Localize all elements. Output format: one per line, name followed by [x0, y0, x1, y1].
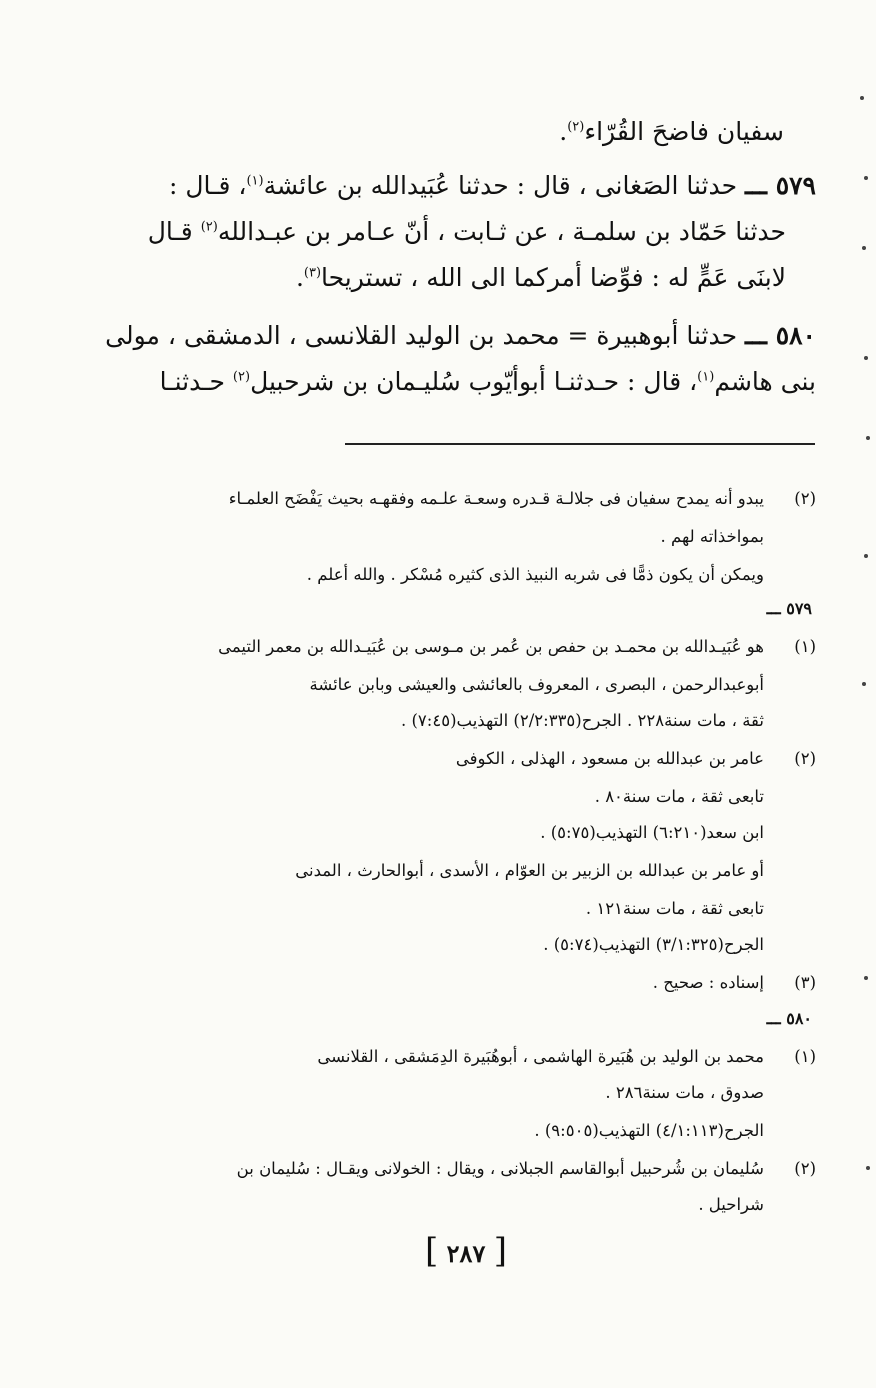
footnote-text: ويمكن أن يكون ذمًّا فى شربه النبيذ الذى كثيره مُسْكر . والله أعلم . — [306, 565, 764, 584]
page-number — [416, 1231, 516, 1271]
footnote-ref: (٢) — [567, 119, 585, 135]
footnote-marker: (٣) — [794, 973, 816, 992]
footnote-marker: (١) — [794, 637, 816, 656]
main-text: ، قـال : — [169, 171, 247, 200]
footnote-text: إسناده : صحيح . — [652, 973, 764, 992]
footnote-text: أبوعبدالرحمن ، البصرى ، المعروف بالعائشى والعيشى وبابن عائشة — [309, 675, 764, 694]
footnote-text: سُليمان بن شُرحبيل أبوالقاسم الجبلانى ، ويقال : الخولانى ويقـال : سُليمان بن — [236, 1159, 764, 1178]
footnote-text: يبدو أنه يمدح سفيان فى جلالـة قـدره وسعـة علـمه وفقهـه بحيث يَفْضَح العلمـاء — [228, 489, 764, 508]
page-number-bracket-open: [ — [425, 1231, 439, 1271]
main-text: بنى هاشم — [714, 367, 816, 396]
main-text: لابنَى عَمٍّ له : فوِّضا أمركما الى الله ، تستريحا — [321, 263, 786, 292]
scan-speck — [864, 176, 868, 180]
main-text: سفيان فاضحَ القُرّاء — [584, 117, 784, 146]
main-text: حدثنا الصَغانى ، قال : حدثنا عُبَيدالله بن عائشة — [263, 171, 738, 200]
scan-speck — [860, 96, 864, 100]
footnote-ref: (٢) — [232, 369, 251, 385]
footnote-text: محمد بن الوليد بن هُبَيرة الهاشمى ، أبوهُبَيرة الدِمَشقى ، القلانسى — [317, 1047, 764, 1066]
footnote-text: الجرح(٣/١:٣٢٥) التهذيب(٥:٧٤) . — [543, 935, 764, 954]
main-line-1 — [559, 112, 784, 152]
footnote-text: أو عامر بن عبدالله بن الزبير بن العوّام ، الأسدى ، أبوالحارث ، المدنى — [295, 861, 764, 880]
scan-speck — [864, 356, 868, 360]
footnote-text: ثقة ، مات سنة٢٢٨ . الجرح(٢/٢:٣٣٥) التهذيب(٧:٤٥) . — [400, 711, 764, 730]
scan-speck — [862, 246, 866, 250]
footnote-text: تابعى ثقة ، مات سنة٨٠ . — [594, 787, 764, 806]
page-number-value: ٢٨٧ — [446, 1239, 486, 1268]
hadith-number: ٥٨٠ ـــ — [745, 321, 816, 350]
footnote-text: بمواخذاته لهم . — [660, 527, 764, 546]
hadith-579-line-1 — [169, 166, 816, 206]
hadith-580-line-2 — [160, 362, 816, 402]
scan-speck — [866, 436, 870, 440]
footnote-ref: (١) — [246, 173, 264, 189]
hadith-580-line-1 — [105, 316, 816, 356]
footnote-section-heading: ٥٨٠ ـــ — [766, 1009, 812, 1028]
footnote-ref: (١) — [697, 369, 715, 385]
page-number-bracket-close: ] — [493, 1231, 507, 1271]
footnote-marker: (٢) — [794, 749, 816, 768]
footnote-text: ابن سعد(٦:٢١٠) التهذيب(٥:٧٥) . — [540, 823, 764, 842]
hadith-number: ٥٧٩ ـــ — [745, 171, 816, 200]
footnote-section-heading: ٥٧٩ ـــ — [766, 599, 812, 618]
footnote-text: هو عُبَيـدالله بن محمـد بن حفص بن عُمر بن مـوسى بن عُبَيـدالله بن معمر التيمى — [218, 637, 764, 656]
scan-speck — [864, 976, 868, 980]
footnote-divider — [345, 443, 815, 445]
footnote-text: صدوق ، مات سنة٢٨٦ . — [605, 1083, 764, 1102]
main-text: حدثنا حَمّاد بن سلمـة ، عن ثـابت ، أنّ عـامر بن عبـدالله — [217, 217, 786, 246]
footnote-text: الجرح(٤/١:١١٣) التهذيب(٩:٥٠٥) . — [534, 1121, 764, 1140]
main-text: . — [559, 117, 568, 146]
scan-speck — [866, 1166, 870, 1170]
main-text: حدثنا أبوهبيرة = محمد بن الوليد القلانسى ، الدمشقى ، مولى — [105, 321, 738, 350]
hadith-579-line-3 — [296, 258, 786, 298]
footnote-marker: (٢) — [794, 489, 816, 508]
main-text: . — [295, 263, 304, 292]
footnote-marker: (١) — [794, 1047, 816, 1066]
main-text: ، قال : حـدثنـا أبوأيّوب سُليـمان بن شرحبيل — [250, 367, 698, 396]
hadith-579-line-2 — [148, 212, 786, 252]
scan-speck — [864, 554, 868, 558]
footnote-text: عامر بن عبدالله بن مسعود ، الهذلى ، الكوفى — [455, 749, 764, 768]
main-text: قـال — [147, 217, 201, 246]
footnote-marker: (٢) — [794, 1159, 816, 1178]
scan-speck — [862, 682, 866, 686]
footnote-text: شراحيل . — [698, 1195, 764, 1214]
main-text: حـدثنـا — [159, 367, 233, 396]
footnote-text: تابعى ثقة ، مات سنة١٢١ . — [585, 899, 764, 918]
footnote-ref: (٣) — [303, 265, 322, 281]
footnote-ref: (٢) — [200, 219, 218, 235]
